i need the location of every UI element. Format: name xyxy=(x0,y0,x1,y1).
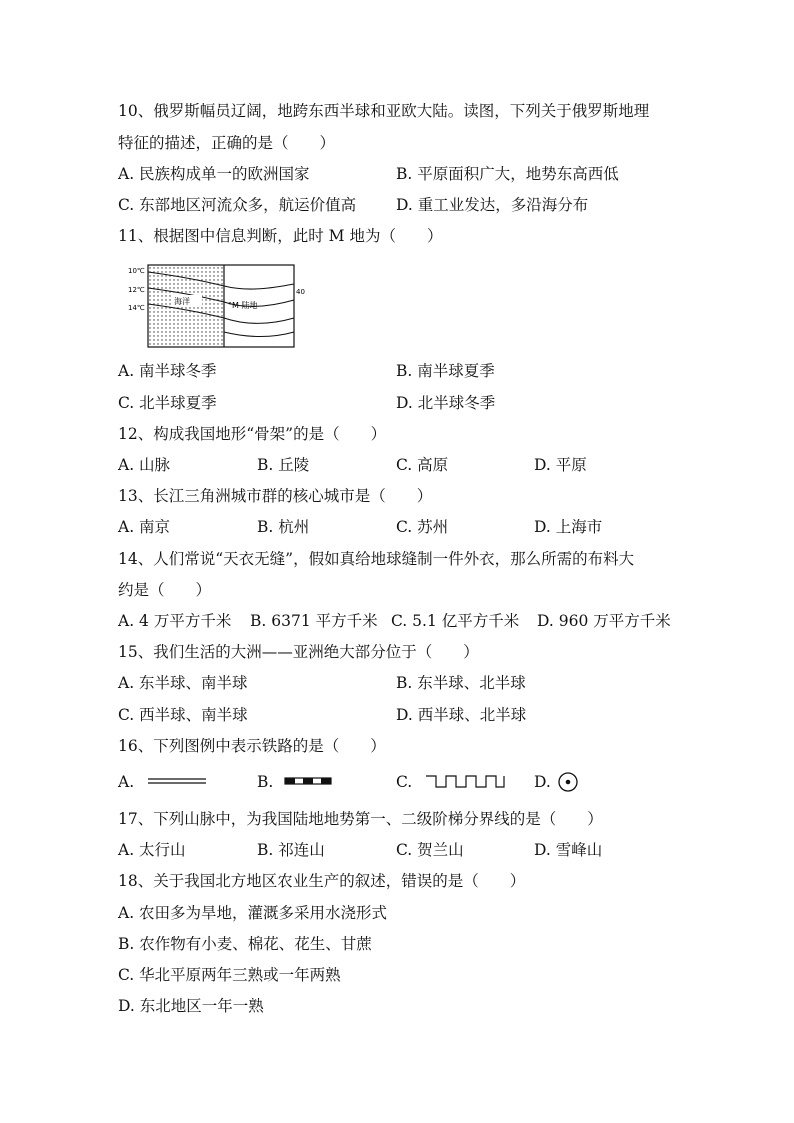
q10-option-b: B. 平原面积广大，地势东高西低 xyxy=(396,165,619,183)
q10-option-d: D. 重工业发达，多沿海分布 xyxy=(396,196,589,214)
q13-option-d: D. 上海市 xyxy=(534,518,603,536)
q11-option-b: B. 南半球夏季 xyxy=(396,362,495,380)
q10-stem-line2: 特征的描述，正确的是（ ） xyxy=(118,134,336,152)
q18-option-a: A. 农田多为旱地，灌溉多采用水浇形式 xyxy=(118,904,388,922)
q13-stem: 13、长江三角洲城市群的核心城市是（ ） xyxy=(118,487,433,505)
q12-option-d: D. 平原 xyxy=(534,456,587,474)
latitude-label: 40 xyxy=(296,288,305,296)
q16-option-a: A. xyxy=(118,773,135,791)
q18-option-d: D. 东北地区一年一熟 xyxy=(118,997,264,1015)
legend-capital-icon xyxy=(556,771,580,795)
q15-option-a: A. 东半球、南半球 xyxy=(118,674,248,692)
legend-wall-icon xyxy=(424,771,510,793)
q14-stem-line2: 约是（ ） xyxy=(118,581,212,599)
q15-option-b: B. 东半球、北半球 xyxy=(396,674,526,692)
temp-label-14: 14℃ xyxy=(128,304,145,312)
q18-option-b: B. 农作物有小麦、棉花、花生、甘蔗 xyxy=(118,935,372,953)
q17-stem: 17、下列山脉中，为我国陆地地势第一、二级阶梯分界线的是（ ） xyxy=(118,810,603,828)
q14-option-d: D. 960 万平方千米 xyxy=(537,612,671,630)
sea-label: 海洋 xyxy=(174,297,190,306)
legend-railway-icon xyxy=(283,771,335,793)
q17-option-b: B. 祁连山 xyxy=(257,841,325,859)
q10-option-a: A. 民族构成单一的欧洲国家 xyxy=(118,165,310,183)
q16-stem: 16、下列图例中表示铁路的是（ ） xyxy=(118,737,386,755)
temp-label-12: 12℃ xyxy=(128,286,145,294)
q14-stem-line1: 14、人们常说“天衣无缝”，假如真给地球缝制一件外衣，那么所需的布料大 xyxy=(118,550,635,568)
q15-option-c: C. 西半球、南半球 xyxy=(118,706,248,724)
q15-option-d: D. 西半球、北半球 xyxy=(396,706,527,724)
q11-option-d: D. 北半球冬季 xyxy=(396,394,496,412)
q11-option-a: A. 南半球冬季 xyxy=(118,362,217,380)
q10-stem-line1: 10、俄罗斯幅员辽阔，地跨东西半球和亚欧大陆。读图，下列关于俄罗斯地理 xyxy=(118,102,650,120)
q11-option-c: C. 北半球夏季 xyxy=(118,394,217,412)
q18-stem: 18、关于我国北方地区农业生产的叙述，错误的是（ ） xyxy=(118,872,526,890)
q12-option-a: A. 山脉 xyxy=(118,456,171,474)
q17-option-d: D. 雪峰山 xyxy=(534,841,603,859)
q14-option-c: C. 5.1 亿平方千米 xyxy=(391,612,520,630)
q15-stem: 15、我们生活的大洲——亚洲绝大部分位于（ ） xyxy=(118,643,479,661)
isotherm-extra xyxy=(224,332,294,337)
isotherm-figure xyxy=(128,262,305,352)
q12-option-c: C. 高原 xyxy=(396,456,449,474)
legend-double-line-icon xyxy=(146,771,208,793)
q14-option-b: B. 6371 平方千米 xyxy=(250,612,378,630)
q12-option-b: B. 丘陵 xyxy=(257,456,310,474)
q16-option-b: B. xyxy=(257,773,274,791)
q14-option-a: A. 4 万平方千米 xyxy=(118,612,232,630)
q13-option-c: C. 苏州 xyxy=(396,518,449,536)
q16-option-c: C. xyxy=(396,773,413,791)
land-label: °M 陆地 xyxy=(228,301,258,310)
q11-stem: 11、根据图中信息判断，此时 M 地为（ ） xyxy=(118,227,443,245)
q16-option-d: D. xyxy=(534,773,551,791)
q13-option-a: A. 南京 xyxy=(118,518,171,536)
q13-option-b: B. 杭州 xyxy=(257,518,310,536)
isotherm-diagram xyxy=(128,262,305,352)
q18-option-c: C. 华北平原两年三熟或一年两熟 xyxy=(118,966,341,984)
q10-option-c: C. 东部地区河流众多，航运价值高 xyxy=(118,196,357,214)
q17-option-a: A. 太行山 xyxy=(118,841,186,859)
q17-option-c: C. 贺兰山 xyxy=(396,841,464,859)
q12-stem: 12、构成我国地形“骨架”的是（ ） xyxy=(118,425,387,443)
temp-label-10: 10℃ xyxy=(128,267,145,275)
